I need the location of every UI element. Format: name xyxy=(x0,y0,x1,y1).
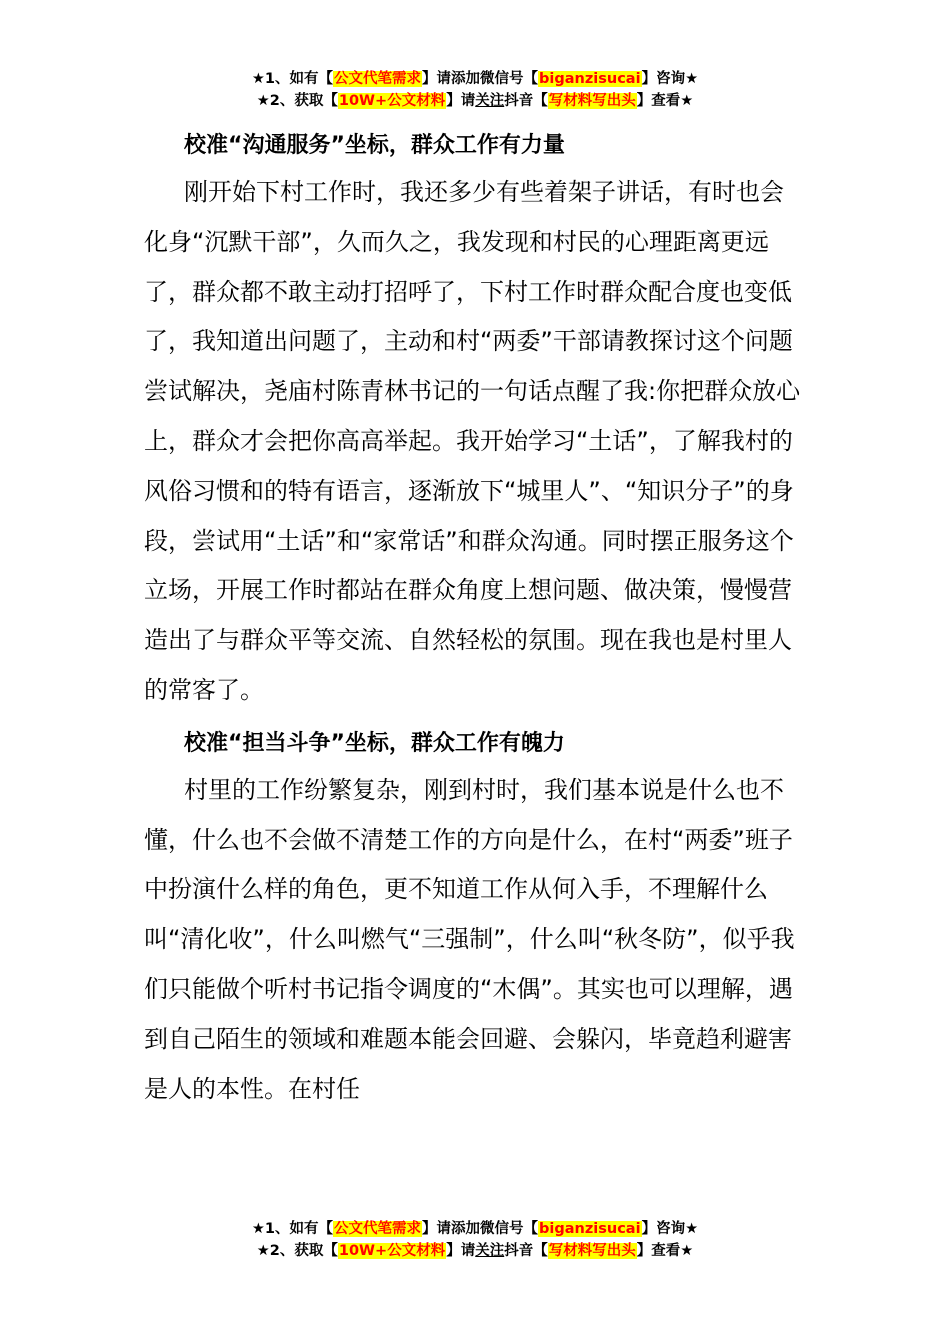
promo-line-1 xyxy=(0,1218,950,1240)
promo-highlight: 10W+公文材料 xyxy=(338,1243,446,1259)
promo-text: 】咨询★ xyxy=(641,71,699,87)
promo-text: 】查看★ xyxy=(636,93,694,109)
promo-highlight: 写材料写出头 xyxy=(548,93,636,109)
promo-text: ★2、获取【 xyxy=(256,93,338,109)
promo-text: 】请 xyxy=(446,93,476,109)
footer-promo-banner xyxy=(0,1218,950,1262)
promo-line-1 xyxy=(0,68,950,90)
promo-text: 】请 xyxy=(422,71,452,87)
header-promo-banner xyxy=(0,68,950,112)
promo-text: 添加 xyxy=(451,1221,481,1237)
promo-text: 抖音【 xyxy=(504,93,548,109)
promo-text: 关注 xyxy=(475,93,505,109)
section-heading: 校准“担当斗争”坐标，群众工作有魄力 xyxy=(184,730,565,756)
promo-text: ★1、如有【 xyxy=(251,71,334,87)
promo-line-2 xyxy=(0,1240,950,1262)
promo-text: 微信号【 xyxy=(480,71,539,87)
promo-highlight: biganzisucai xyxy=(539,71,641,87)
promo-line-2 xyxy=(0,90,950,112)
document-body xyxy=(144,124,804,1114)
promo-text: ★1、如有【 xyxy=(251,1221,334,1237)
promo-highlight: 公文代笔需求 xyxy=(334,1221,422,1237)
promo-highlight: 10W+公文材料 xyxy=(338,93,446,109)
promo-text: 】查看★ xyxy=(636,1243,694,1259)
promo-highlight: biganzisucai xyxy=(539,1221,641,1237)
section-paragraph: 村里的工作纷繁复杂，刚到村时，我们基本说是什么也不懂，什么也不会做不清楚工作的方向是什么，在村“两委”班子中扮演什么样的角色，更不知道工作从何入手，不理解什么叫“清化收”，什么叫燃气“三强制”，什么叫“秋冬防”，似乎我们只能做个听村书记指令调度的“木偶”。其实也可以理解，遇到自己陌生的领域和难题本能会回避、会躲闪，毕竟趋利避害是人的本性。在村任 xyxy=(144,775,795,1103)
promo-text: 抖音【 xyxy=(504,1243,548,1259)
promo-text: 】请 xyxy=(422,1221,452,1237)
promo-text: 添加 xyxy=(451,71,481,87)
promo-text: 】咨询★ xyxy=(641,1221,699,1237)
promo-text: 】请 xyxy=(446,1243,476,1259)
promo-text: 关注 xyxy=(475,1243,505,1259)
promo-highlight: 公文代笔需求 xyxy=(334,71,422,87)
promo-text: ★2、获取【 xyxy=(256,1243,338,1259)
promo-text: 微信号【 xyxy=(480,1221,539,1237)
promo-highlight: 写材料写出头 xyxy=(548,1243,636,1259)
section-heading: 校准“沟通服务”坐标，群众工作有力量 xyxy=(184,133,565,158)
section-paragraph: 刚开始下村工作时，我还多少有些着架子讲话，有时也会化身“沉默干部”，久而久之，我发现和村民的心理距离更远了，群众都不敢主动打招呼了，下村工作时群众配合度也变低了，我知道出问题了，主动和村“两委”干部请教探讨这个问题尝试解决，尧庙村陈青林书记的一句话点醒了我:你把群众放心上，群众才会把你高高举起。我开始学习“土话”，了解我村的风俗习惯和的特有语言，逐渐放下“城里人”、“知识分子”的身段，尝试用“土话”和“家常话”和群众沟通。同时摆正服务这个立场，开展工作时都站在群众角度上想问题、做决策，慢慢营造出了与群众平等交流、自然轻松的氛围。现在我也是村里人的常客了。 xyxy=(144,178,801,704)
